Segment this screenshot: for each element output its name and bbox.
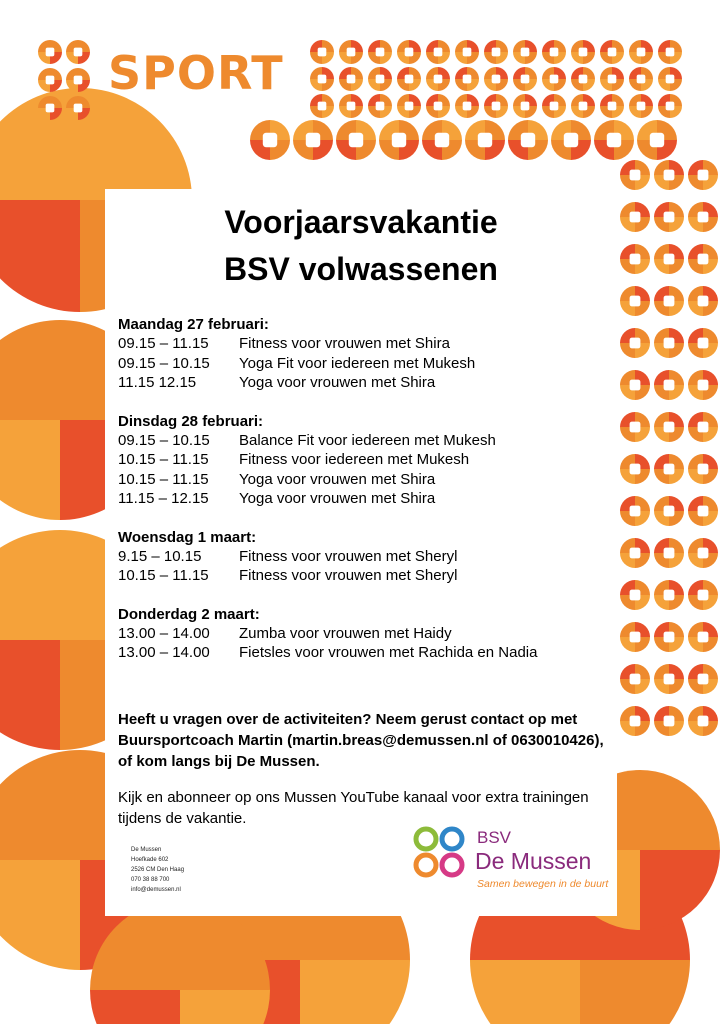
logo-bsv-text: BSV bbox=[477, 828, 512, 847]
logo-name-text: De Mussen bbox=[475, 848, 592, 874]
address-street: Hoefkade 602 bbox=[131, 857, 169, 863]
flyer-panel bbox=[105, 189, 617, 916]
contact-text: Heeft u vragen over de activiteiten? Neem gerust contact op met Buursportcoach Martin (martin.breas@demussen.nl of 0630010426), of kom langs bij De Mussen. bbox=[118, 711, 604, 770]
schedule-day bbox=[118, 315, 608, 393]
schedule-row bbox=[118, 470, 608, 490]
de-mussen-logo-icon bbox=[413, 826, 465, 878]
schedule-activity: Fitness voor iedereen met Mukesh bbox=[239, 451, 470, 468]
schedule-day bbox=[118, 412, 608, 509]
schedule-time: 9.15 – 10.15 bbox=[118, 547, 202, 565]
schedule-activity: Fitness voor vrouwen met Shira bbox=[239, 335, 450, 352]
logo-tagline: Samen bewegen in de buurt bbox=[477, 878, 609, 890]
schedule-time: 09.15 – 10.15 bbox=[118, 431, 210, 449]
youtube-text: Kijk en abonneer op ons Mussen YouTube kanaal voor extra trainingen tijdens de vakantie. bbox=[118, 789, 589, 827]
schedule-activity: Fitness voor vrouwen met Sheryl bbox=[239, 547, 458, 565]
schedule-time: 13.00 – 14.00 bbox=[118, 644, 210, 661]
schedule-row bbox=[118, 450, 608, 470]
schedule-time: 10.15 – 11.15 bbox=[118, 470, 209, 488]
day-title: Dinsdag 28 februari: bbox=[118, 412, 264, 430]
schedule-activity: Yoga Fit voor iedereen met Mukesh bbox=[239, 354, 476, 372]
schedule-row bbox=[118, 547, 608, 567]
schedule-row bbox=[118, 354, 608, 374]
schedule-activity: Balance Fit voor iedereen met Mukesh bbox=[239, 431, 496, 449]
address-name: De Mussen bbox=[131, 847, 162, 853]
schedule-time: 09.15 – 11.15 bbox=[118, 335, 209, 352]
schedule-row bbox=[118, 334, 608, 354]
schedule bbox=[118, 315, 608, 682]
schedule-row bbox=[118, 643, 608, 663]
schedule-row bbox=[118, 624, 608, 644]
schedule-time: 11.15 – 12.15 bbox=[118, 490, 209, 507]
day-title: Woensdag 1 maart: bbox=[118, 528, 257, 546]
address-block bbox=[131, 845, 184, 895]
schedule-time: 10.15 – 11.15 bbox=[118, 567, 209, 584]
schedule-activity: Yoga voor vrouwen met Shira bbox=[239, 490, 436, 507]
schedule-row bbox=[118, 489, 608, 509]
schedule-activity: Fitness voor vrouwen met Sheryl bbox=[239, 567, 458, 584]
flyer-subtitle: BSV volwassenen bbox=[224, 251, 498, 287]
sport-title: SPORT bbox=[108, 46, 284, 100]
flyer-title: Voorjaarsvakantie bbox=[224, 204, 498, 240]
schedule-row bbox=[118, 431, 608, 451]
schedule-activity: Yoga voor vrouwen met Shira bbox=[239, 470, 436, 488]
schedule-row bbox=[118, 566, 608, 586]
address-email: info@demussen.nl bbox=[131, 887, 181, 893]
schedule-time: 10.15 – 11.15 bbox=[118, 451, 209, 468]
day-title: Maandag 27 februari: bbox=[118, 316, 269, 333]
address-city: 2526 CM Den Haag bbox=[131, 867, 185, 873]
schedule-time: 11.15 12.15 bbox=[118, 374, 197, 391]
schedule-time: 09.15 – 10.15 bbox=[118, 354, 210, 372]
day-title: Donderdag 2 maart: bbox=[118, 605, 260, 623]
schedule-activity: Yoga voor vrouwen met Shira bbox=[239, 374, 436, 391]
schedule-day bbox=[118, 605, 608, 663]
schedule-activity: Zumba voor vrouwen met Haidy bbox=[239, 624, 452, 642]
schedule-time: 13.00 – 14.00 bbox=[118, 624, 210, 642]
schedule-row bbox=[118, 373, 608, 393]
address-phone: 070 38 88 700 bbox=[131, 877, 170, 883]
schedule-day bbox=[118, 528, 608, 586]
schedule-activity: Fietsles voor vrouwen met Rachida en Nadia bbox=[239, 644, 538, 661]
